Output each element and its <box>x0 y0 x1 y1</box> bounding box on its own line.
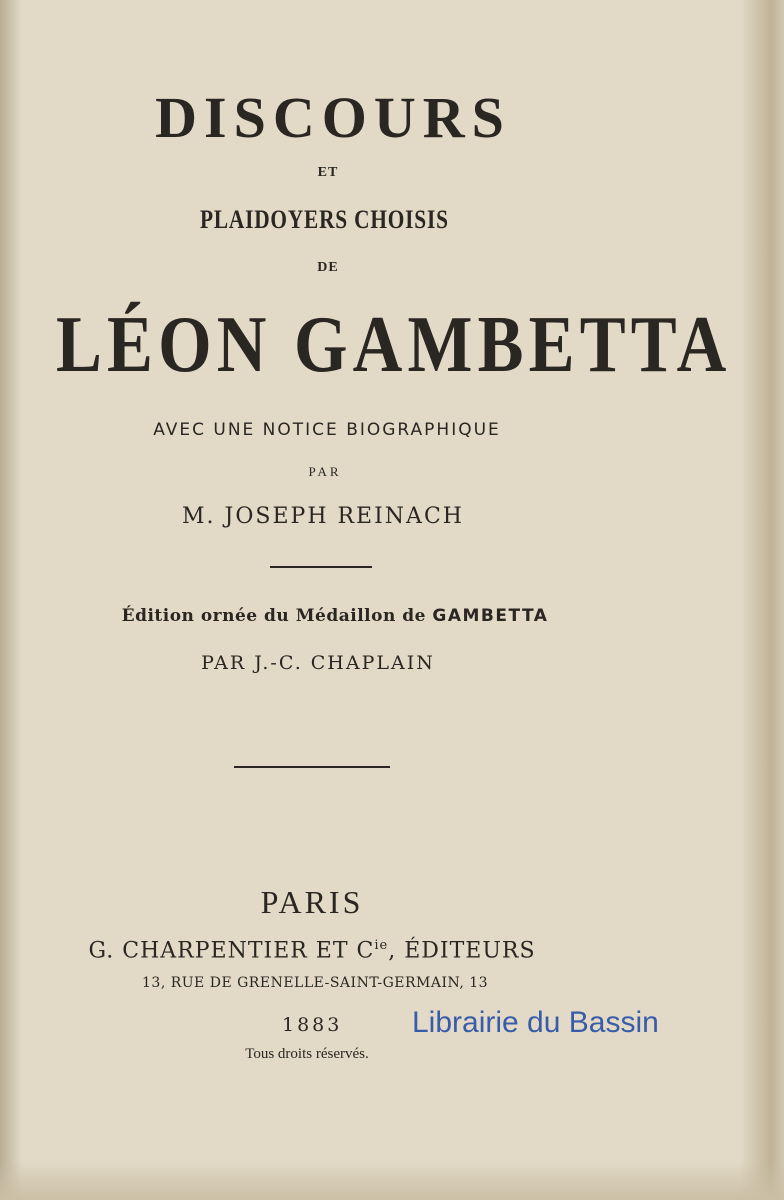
publisher-sup: ie <box>374 938 389 953</box>
book-title: DISCOURS <box>155 85 511 150</box>
conjunction-de: DE <box>317 260 339 275</box>
rights-notice: Tous droits réservés. <box>245 1046 369 1062</box>
divider-rule <box>270 566 372 568</box>
watermark-text: Librairie du Bassin <box>412 1006 659 1039</box>
conjunction-et: ET <box>317 165 339 180</box>
edition-name: GAMBETTA <box>432 606 549 626</box>
par-line: PAR <box>308 464 342 479</box>
illustrator-line: PAR J.-C. CHAPLAIN <box>201 652 435 674</box>
author-name: M. JOSEPH REINACH <box>182 504 464 529</box>
publication-year: 1883 <box>282 1014 343 1036</box>
divider-rule <box>234 766 390 768</box>
publisher-tail: , ÉDITEURS <box>388 938 536 964</box>
page-edge <box>740 0 784 1200</box>
publisher-line <box>70 938 554 963</box>
edition-line <box>120 606 550 626</box>
gutter-shadow <box>0 0 22 1200</box>
publisher-address: 13, RUE DE GRENELLE-SAINT-GERMAIN, 13 <box>142 975 489 991</box>
notice-line: AVEC UNE NOTICE BIOGRAPHIQUE <box>153 420 501 440</box>
book-subtitle: PLAIDOYERS CHOISIS <box>200 205 449 234</box>
publication-city: PARIS <box>260 884 364 920</box>
publisher-main: G. CHARPENTIER ET C <box>88 938 375 964</box>
bottom-shadow <box>0 1160 784 1200</box>
subject-name: LÉON GAMBETTA <box>56 301 732 389</box>
edition-prefix: Édition ornée du Médaillon de <box>121 606 433 626</box>
